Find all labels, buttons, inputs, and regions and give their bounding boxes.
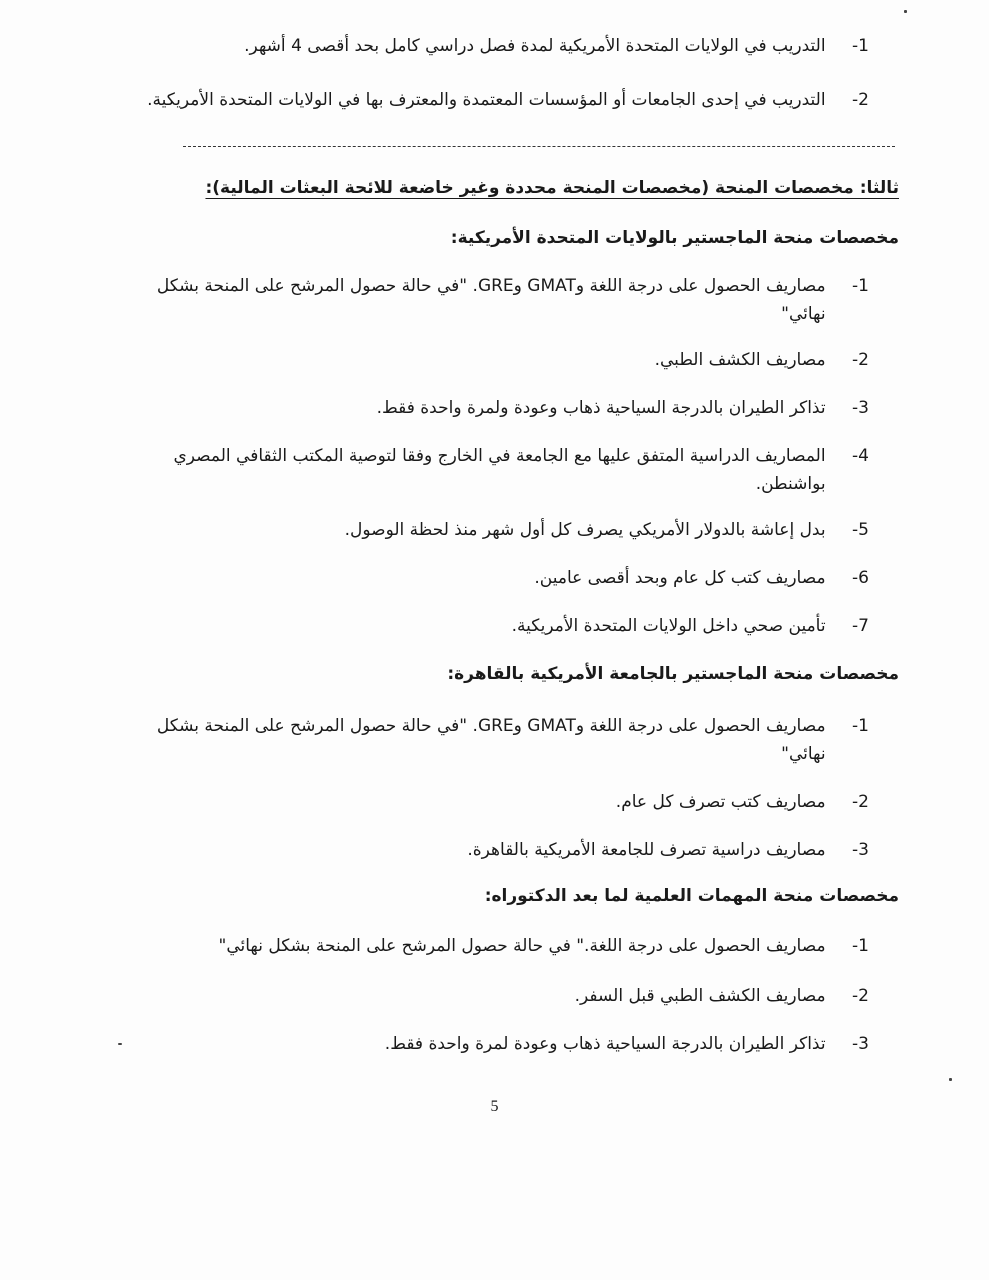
item-number: 4- bbox=[852, 446, 869, 466]
item-text: مصاريف الحصول على درجة اللغة وGMAT وGRE. "في حالة حصول المرشح على المنحة بشكل نهائي" bbox=[156, 716, 826, 764]
item-text: مصاريف الحصول على درجة اللغة وGMAT وGRE. "في حالة حصول المرشح على المنحة بشكل نهائي" bbox=[156, 276, 826, 324]
item-text: تأمين صحي داخل الولايات المتحدة الأمريكية. bbox=[511, 616, 826, 636]
item-text: تذاكر الطيران بالدرجة السياحية ذهاب وعودة لمرة واحدة فقط. bbox=[384, 1034, 826, 1054]
list-item bbox=[99, 836, 869, 864]
subsection-heading: مخصصات منحة الماجستير بالجامعة الأمريكية بالقاهرة: bbox=[447, 664, 899, 684]
item-number: 3- bbox=[852, 1034, 869, 1054]
item-text: مصاريف كتب كل عام وبحد أقصى عامين. bbox=[534, 568, 826, 588]
item-text: المصاريف الدراسية المتفق عليها مع الجامعة في الخارج وفقا لتوصية المكتب الثقافي المصري بواشنطن. bbox=[173, 446, 826, 494]
list-item bbox=[99, 32, 869, 60]
item-text: التدريب في الولايات المتحدة الأمريكية لمدة فصل دراسي كامل بحد أقصى 4 أشهر. bbox=[244, 36, 826, 56]
list-item bbox=[99, 788, 869, 816]
item-number: 1- bbox=[852, 36, 869, 56]
item-number: 2- bbox=[852, 986, 869, 1006]
item-text: مصاريف الحصول على درجة اللغة." في حالة حصول المرشح على المنحة بشكل نهائي" bbox=[218, 936, 826, 956]
list-item bbox=[99, 982, 869, 1010]
list-item bbox=[99, 932, 869, 960]
item-text: مصاريف كتب تصرف كل عام. bbox=[615, 792, 826, 812]
subsection-heading: مخصصات منحة الماجستير بالولايات المتحدة الأمريكية: bbox=[450, 228, 899, 248]
scan-speck bbox=[118, 1043, 122, 1045]
list-item bbox=[99, 564, 869, 592]
item-number: 6- bbox=[852, 568, 869, 588]
item-text: التدريب في إحدى الجامعات أو المؤسسات المعتمدة والمعترف بها في الولايات المتحدة الأمريكية. bbox=[147, 90, 826, 110]
scan-speck bbox=[904, 10, 907, 13]
item-number: 2- bbox=[852, 350, 869, 370]
section-heading: ثالثا: مخصصات المنحة (مخصصات المنحة محددة وغير خاضعة للائحة البعثات المالية): bbox=[205, 178, 899, 198]
list-item bbox=[99, 516, 869, 544]
item-text: مصاريف الكشف الطبي. bbox=[654, 350, 826, 370]
item-text: تذاكر الطيران بالدرجة السياحية ذهاب وعودة ولمرة واحدة فقط. bbox=[376, 398, 826, 418]
scan-speck bbox=[949, 1078, 952, 1081]
item-number: 2- bbox=[852, 90, 869, 110]
dashed-divider bbox=[183, 146, 895, 147]
list-item bbox=[99, 1030, 869, 1058]
item-text: مصاريف دراسية تصرف للجامعة الأمريكية بالقاهرة. bbox=[467, 840, 826, 860]
list-item bbox=[99, 612, 869, 640]
item-text: بدل إعاشة بالدولار الأمريكي يصرف كل أول شهر منذ لحظة الوصول. bbox=[344, 520, 826, 540]
list-item bbox=[99, 394, 869, 422]
item-number: 7- bbox=[852, 616, 869, 636]
item-number: 2- bbox=[852, 792, 869, 812]
item-number: 1- bbox=[852, 276, 869, 296]
list-item bbox=[99, 272, 869, 328]
item-number: 3- bbox=[852, 840, 869, 860]
list-item bbox=[99, 712, 869, 768]
page-number: 5 bbox=[490, 1098, 499, 1115]
item-text: مصاريف الكشف الطبي قبل السفر. bbox=[574, 986, 826, 1006]
list-item bbox=[99, 346, 869, 374]
subsection-heading: مخصصات منحة المهمات العلمية لما بعد الدكتوراه: bbox=[484, 886, 899, 906]
item-number: 3- bbox=[852, 398, 869, 418]
list-item bbox=[99, 86, 869, 114]
list-item bbox=[99, 442, 869, 498]
item-number: 1- bbox=[852, 716, 869, 736]
item-number: 5- bbox=[852, 520, 869, 540]
item-number: 1- bbox=[852, 936, 869, 956]
